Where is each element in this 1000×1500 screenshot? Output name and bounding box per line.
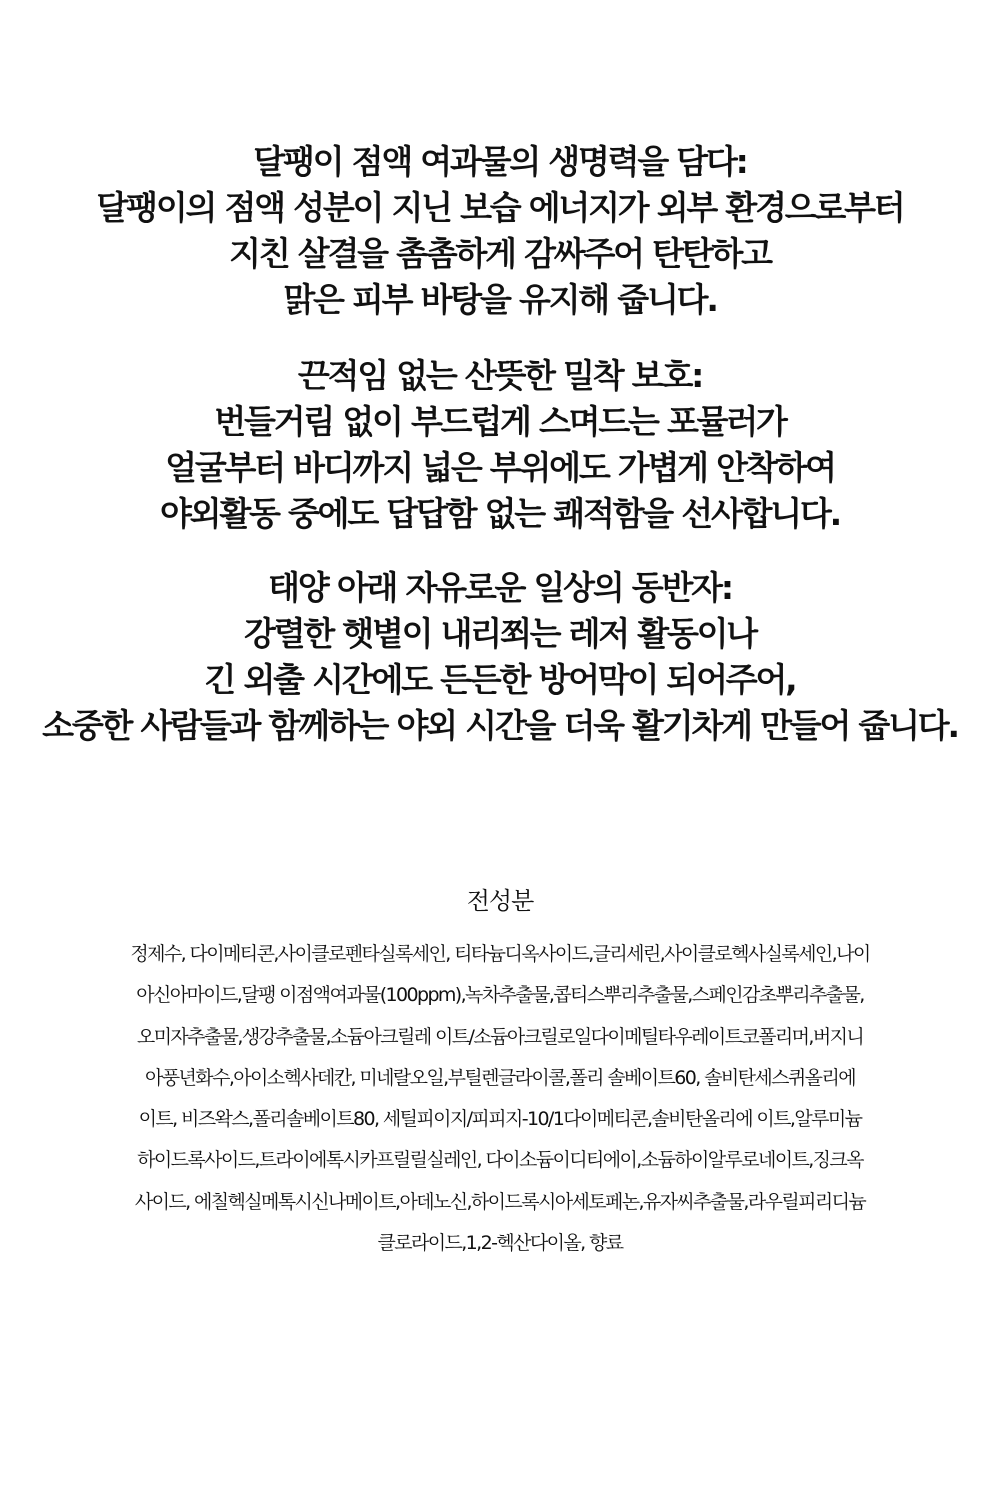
- feature-text-line: 긴 외출 시간에도 든든한 방어막이 되어주어,: [204, 660, 796, 699]
- feature-text-line: 소중한 사람들과 함께하는 야외 시간을 더욱 활기차게 만들어 줍니다.: [42, 706, 958, 745]
- ingredients-line: 오미자추출물,생강추출물,소듐아크릴레 이트/소듐아크릴로일다이메틸타우레이트코폴리머,버지니: [136, 1025, 864, 1048]
- feature-heading: 태양 아래 자유로운 일상의 동반자:: [268, 568, 732, 607]
- feature-heading: 달팽이 점액 여과물의 생명력을 담다:: [253, 142, 747, 181]
- feature-outdoor: [0, 565, 1000, 749]
- feature-text-line: 지친 살결을 촘촘하게 감싸주어 탄탄하고: [229, 234, 771, 273]
- feature-heading: 끈적임 없는 산뜻한 밀착 보호:: [297, 356, 703, 395]
- feature-text-line: 강렬한 햇볕이 내리쬐는 레저 활동이나: [243, 614, 756, 653]
- feature-text-line: 얼굴부터 바디까지 넓은 부위에도 가볍게 안착하여: [165, 448, 835, 487]
- ingredients-line: 이트, 비즈왁스,폴리솔베이트80, 세틸피이지/피피지-10/1다이메티콘,솔비탄올리에 이트,알루미늄: [138, 1108, 862, 1131]
- ingredients-line: 하이드록사이드,트라이에톡시카프릴릴실레인, 다이소듐이디티에이,소듐하이알루로네이트,징크옥: [137, 1149, 863, 1172]
- feature-text-line: 야외활동 중에도 답답함 없는 쾌적함을 선사합니다.: [159, 494, 841, 533]
- feature-non-sticky: [0, 353, 1000, 537]
- ingredients-title: 전성분: [466, 887, 534, 915]
- ingredients-list: [40, 934, 960, 1264]
- feature-text-line: 번들거림 없이 부드럽게 스며드는 포뮬러가: [214, 402, 786, 441]
- feature-snail-mucin: [0, 139, 1000, 323]
- ingredients-line: 아풍년화수,아이소헥사데칸, 미네랄오일,부틸렌글라이콜,폴리 솔베이트60, 솔비탄세스퀴올리에: [145, 1066, 855, 1089]
- feature-text-line: 맑은 피부 바탕을 유지해 줍니다.: [283, 280, 717, 319]
- ingredients-line: 클로라이드,1,2-헥산다이올, 향료: [377, 1232, 623, 1255]
- ingredients-line: 사이드, 에칠헥실메톡시신나메이트,아데노신,하이드록시아세토페논,유자씨추출물,라우릴피리디늄: [134, 1190, 866, 1213]
- ingredients-line: 정제수, 다이메티콘,사이클로펜타실록세인, 티타늄디옥사이드,글리세린,사이클로헥사실록세인,나이: [130, 943, 870, 965]
- ingredients-line: 아신아마이드,달팽 이점액여과물(100ppm),녹차추출물,콥티스뿌리추출물,스페인감초뿌리추출물,: [136, 984, 864, 1007]
- feature-text-line: 달팽이의 점액 성분이 지닌 보습 에너지가 외부 환경으로부터: [96, 188, 904, 227]
